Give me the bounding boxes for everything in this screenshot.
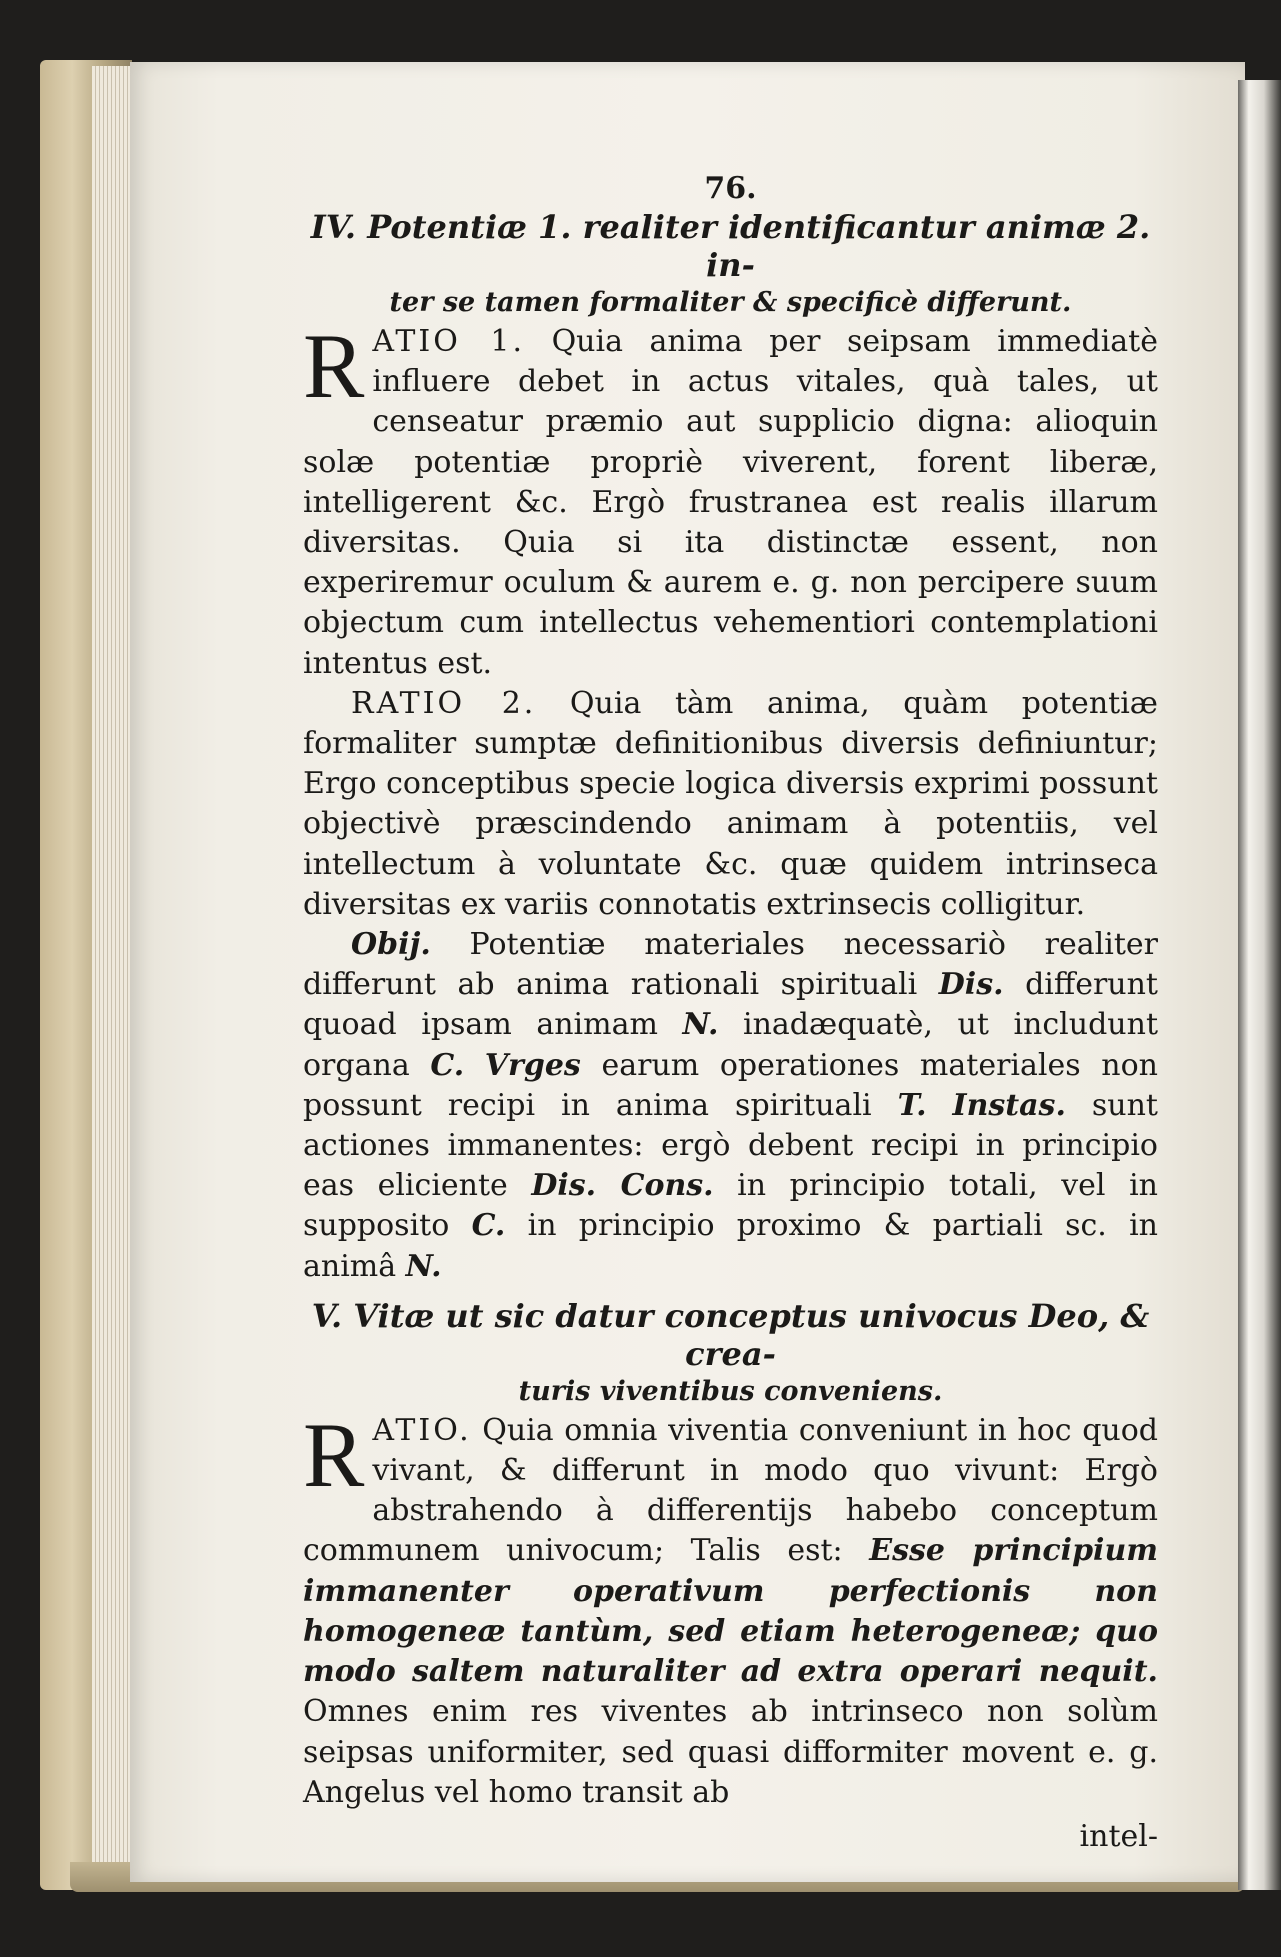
objection-text-4: inadæquatè, ut includunt organa — [303, 1007, 1158, 1083]
section-iv-title-line1: IV. Potentiæ 1. realiter identificantur animæ 2. in- — [310, 208, 1151, 284]
objection-text-5: C. — [430, 1047, 465, 1083]
objection-text-15: C. — [471, 1208, 506, 1244]
objection-text-13: Dis. Cons. — [531, 1168, 714, 1204]
ratio-2-label: RATIO 2. — [351, 685, 537, 721]
objection-text-12: sunt actiones immanentes: ergò debent recipi in principio eas eliciente — [303, 1087, 1158, 1204]
objection-text-2: differunt quoad ipsam animam — [303, 967, 1158, 1043]
ratio-1-label: ATIO 1. — [372, 324, 526, 359]
ratio-1-paragraph — [303, 315, 1158, 684]
catchword: intel- — [1079, 1818, 1158, 1854]
section-iv-heading — [303, 208, 1158, 322]
ratio-v-text-a: Quia omnia viventia conveniunt in hoc quod vivant, & differunt in modo quo vivunt: Ergò abstrahendo à differentijs habebo conceptum communem univocum; Talis est: — [303, 1412, 1158, 1569]
ratio-2-text: Quia tàm anima, quàm potentiæ formaliter sumptæ definitionibus diversis definiuntur; Ergo conceptibus specie logica diversis exprimi possunt objectivè præscindendo animam à potentiis, vel intellectum à voluntate &c. quæ quidem intrinseca diversitas ex variis connotatis extrinsecis colligitur. — [303, 685, 1158, 922]
section-v-title-line2: turis viventibus conveniens. — [518, 1375, 943, 1407]
drop-cap-2: R — [303, 1403, 365, 1506]
section-v-title-line1: V. Vitæ ut sic datur conceptus univocus Deo, & crea- — [311, 1296, 1150, 1373]
objection-text-6 — [464, 1048, 485, 1083]
objection-text-3: N. — [682, 1007, 719, 1043]
objection-text-8: earum operationes materiales non possunt recipi in anima spirituali — [303, 1047, 1158, 1123]
ratio-v-label: ATIO. — [372, 1412, 472, 1448]
ratio-1-text: Quia anima per seipsam immediatè influere debet in actus vitales, quà tales, ut censeatur præmio aut supplicio digna: alioquin solæ potentiæ propriè viverent, forent liberæ, intelligerent &c. Ergò frustranea est realis illarum diversitas. Quia si ita distinctæ essent, non experiremur oculum & aurem e. g. non percipere suum objectum cum intellectus vehementiori contemplationi intentus est. — [303, 324, 1158, 681]
facing-page-edge — [1238, 80, 1281, 1890]
section-v-heading — [303, 1297, 1158, 1411]
objection-text-10 — [927, 1088, 953, 1123]
ratio-v-paragraph — [303, 1403, 1158, 1813]
section-iv-title-line2: ter se tamen formaliter & specificè differunt. — [389, 287, 1072, 318]
page-number: 76. — [704, 171, 757, 206]
page-text — [303, 170, 1158, 1857]
page-edges — [92, 66, 132, 1886]
ratio-v-definition: Esse principium immanenter operativum perfectionis non homogeneæ tantùm, sed etiam heterogeneæ; quo modo saltem naturaliter ad extra operari nequit. — [303, 1533, 1158, 1690]
objection-text-7: Vrges — [484, 1047, 581, 1083]
ratio-v-text-b: Omnes enim res viventes ab intrinseco non solùm seipsas uniformiter, sed quasi difformiter movent e. g. Angelus vel homo transit ab — [303, 1694, 1158, 1810]
objection-text-9: T. — [897, 1087, 927, 1123]
drop-cap: R — [303, 315, 365, 417]
objection-text-16: in principio proximo & partiali sc. in animâ — [303, 1208, 1158, 1284]
objection-text-11: Instas. — [952, 1087, 1066, 1123]
objection-text-14: in principio totali, vel in supposito — [303, 1168, 1158, 1244]
objection-text-1: Dis. — [938, 967, 1004, 1003]
ratio-2-paragraph — [303, 684, 1158, 925]
objection-paragraph — [303, 925, 1158, 1287]
objection-text-17: N. — [405, 1248, 442, 1284]
objection-label: Obij. — [351, 927, 431, 963]
objection-text-0: Potentiæ materiales necessariò realiter differunt ab anima rationali spirituali — [303, 927, 1158, 1003]
